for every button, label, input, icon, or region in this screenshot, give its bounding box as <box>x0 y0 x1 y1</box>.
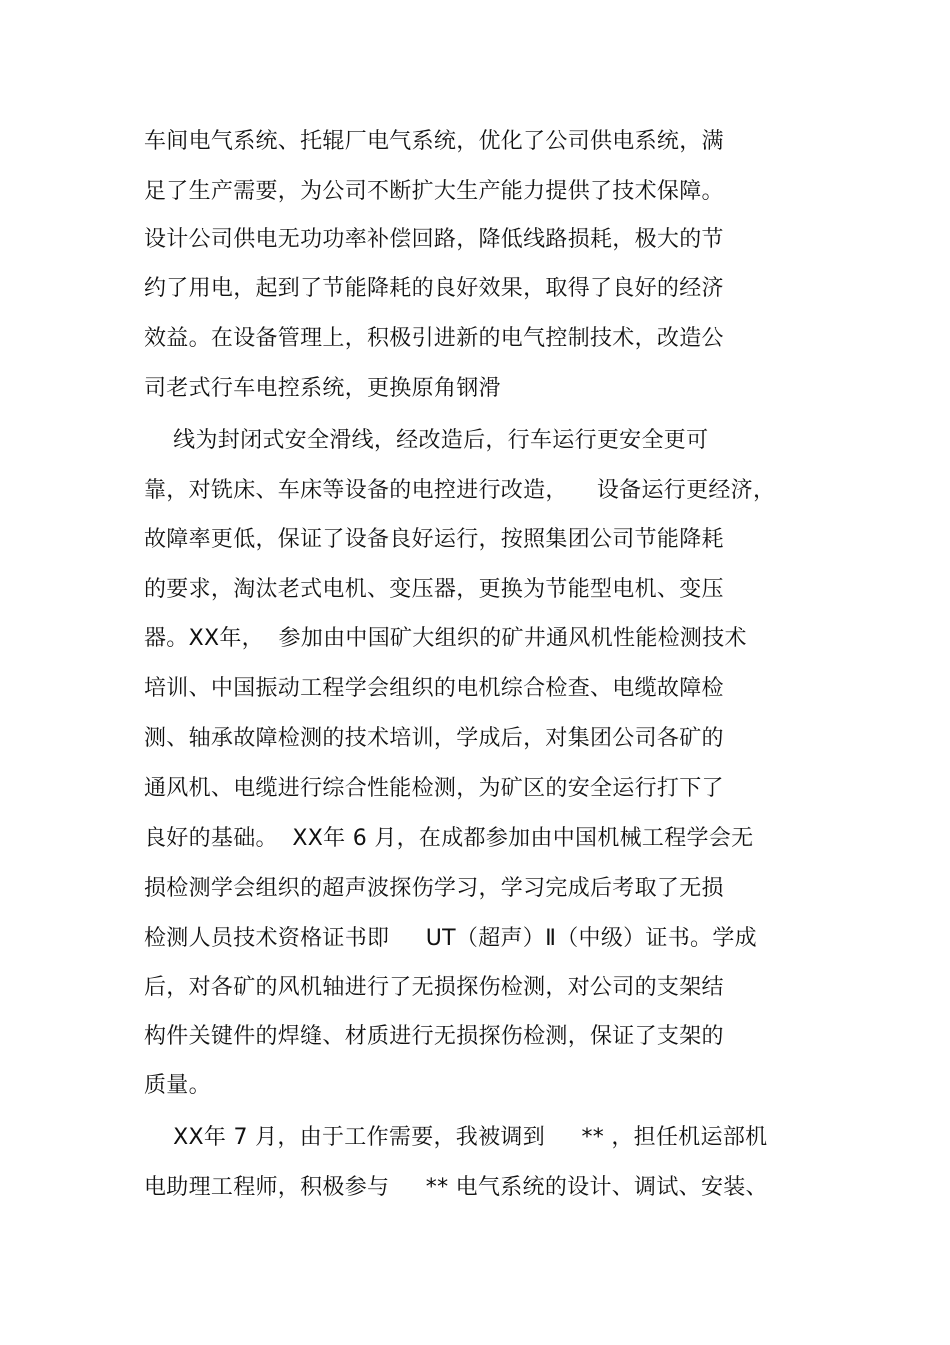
text-line: 足了生产需要，为公司不断扩大生产能力提供了技术保障。 <box>144 179 724 204</box>
text-line: 故障率更低，保证了设备良好运行，按照集团公司节能降耗 <box>144 527 724 552</box>
text-line: 后，对各矿的风机轴进行了无损探伤检测，对公司的支架结 <box>144 975 724 1000</box>
text-line: 构件关键件的焊缝、材质进行无损探伤检测，保证了支架的 <box>144 1024 724 1049</box>
text-line: 检测人员技术资格证书即 UT（超声）Ⅱ（中级）证书。学成 <box>144 926 757 951</box>
text-line: 约了用电，起到了节能降耗的良好效果，取得了良好的经济 <box>144 276 724 301</box>
text-line: 培训、中国振动工程学会组织的电机综合检查、电缆故障检 <box>144 676 724 701</box>
text-line: 质量。 <box>144 1073 211 1098</box>
text-line: 设计公司供电无功功率补偿回路，降低线路损耗，极大的节 <box>144 227 724 252</box>
text-line: XX年 7 月，由于工作需要，我被调到 ** ，担任机运部机 <box>144 1125 768 1150</box>
text-line: 靠，对铣床、车床等设备的电控进行改造， 设备运行更经济， <box>144 478 776 503</box>
text-line: 电助理工程师，积极参与 ** 电气系统的设计、调试、安装、 <box>144 1175 768 1200</box>
text-line: 效益。在设备管理上，积极引进新的电气控制技术，改造公 <box>144 326 724 351</box>
text-line: 通风机、电缆进行综合性能检测，为矿区的安全运行打下了 <box>144 776 724 801</box>
text-line: 司老式行车电控系统，更换原角钢滑 <box>144 376 501 401</box>
text-line: 线为封闭式安全滑线，经改造后，行车运行更安全更可 <box>144 428 709 453</box>
text-line: 良好的基础。 XX年 6 月，在成都参加由中国机械工程学会无 <box>144 826 754 851</box>
text-line: 损检测学会组织的超声波探伤学习，学习完成后考取了无损 <box>144 876 724 901</box>
text-line: 车间电气系统、托辊厂电气系统，优化了公司供电系统，满 <box>144 129 724 154</box>
text-line: 器。XX年， 参加由中国矿大组织的矿井通风机性能检测技术 <box>144 626 747 651</box>
text-line: 测、轴承故障检测的技术培训，学成后，对集团公司各矿的 <box>144 726 724 751</box>
text-line: 的要求，淘汰老式电机、变压器，更换为节能型电机、变压 <box>144 577 724 602</box>
